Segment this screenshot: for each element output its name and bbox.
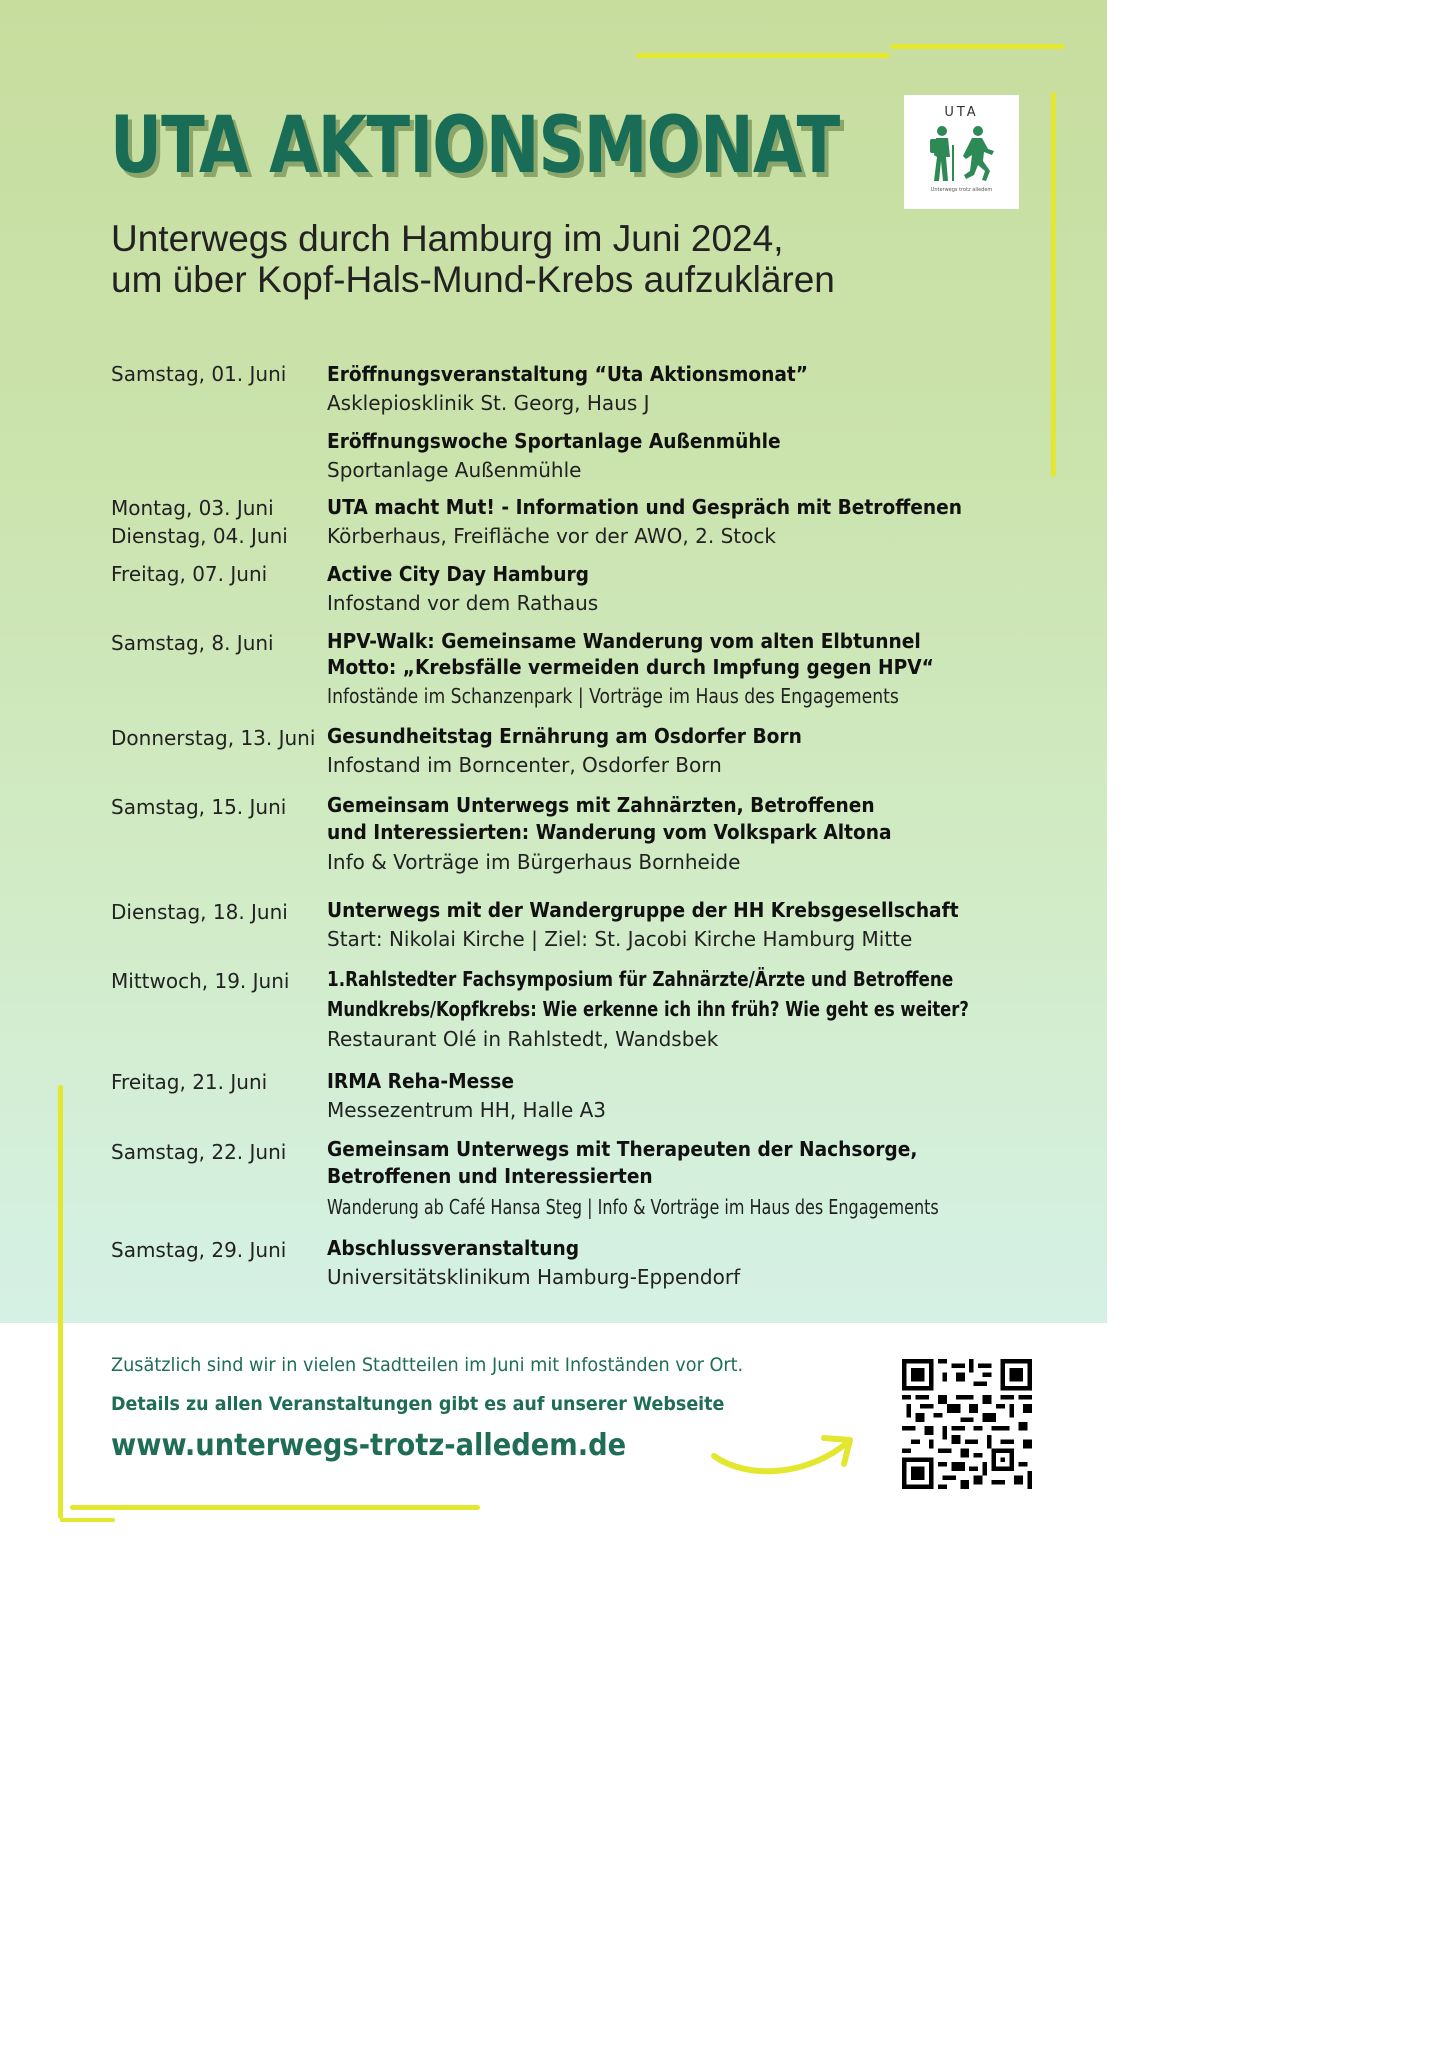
event-title: Abschlussveranstaltung [327,1236,580,1260]
event-location: Infostand vor dem Rathaus [327,591,599,615]
event-date: Freitag, 07. Juni [111,562,268,586]
event-location: Start: Nikolai Kirche | Ziel: St. Jacobi Kirche Hamburg Mitte [327,927,913,951]
event-date: Samstag, 15. Juni [111,795,287,819]
decor-line-top [636,53,890,58]
hikers-icon [926,125,998,183]
subtitle [111,218,835,300]
uta-logo [904,95,1019,209]
footer-details-text: Details zu allen Veranstaltungen gibt es auf unserer Webseite [111,1393,725,1415]
event-date: Dienstag, 04. Juni [111,524,288,548]
decor-line-bottom-short [60,1518,115,1522]
event-title: Eröffnungswoche Sportanlage Außenmühle [327,429,781,453]
event-location: Info & Vorträge im Bürgerhaus Bornheide [327,850,741,874]
decor-line-left [58,1085,63,1519]
event-title: HPV-Walk: Gemeinsame Wanderung vom alten Elbtunnel [327,629,921,653]
logo-text: UTA [944,105,979,120]
event-title: Eröffnungsveranstaltung “Uta Aktionsmonat” [327,362,809,386]
event-title: Gemeinsam Unterwegs mit Therapeuten der Nachsorge, [327,1137,918,1161]
event-location: Infostände im Schanzenpark | Vorträge im Haus des Engagements [327,684,899,708]
event-title: UTA macht Mut! - Information und Gespräch mit Betroffenen [327,495,963,519]
event-location: Messezentrum HH, Halle A3 [327,1098,607,1122]
subtitle-line-2: um über Kopf-Hals-Mund-Krebs aufzuklären [111,259,835,300]
event-title: Gemeinsam Unterwegs mit Zahnärzten, Betroffenen [327,793,875,817]
qr-code-icon[interactable] [902,1359,1032,1489]
event-location: Asklepiosklinik St. Georg, Haus J [327,391,650,415]
event-location: Sportanlage Außenmühle [327,458,582,482]
event-title-line-2: Mundkrebs/Kopfkrebs: Wie erkenne ich ihn früh? Wie geht es weiter? [327,997,969,1021]
event-date: Dienstag, 18. Juni [111,900,288,924]
subtitle-line-1: Unterwegs durch Hamburg im Juni 2024, [111,218,784,259]
event-title: IRMA Reha-Messe [327,1069,514,1093]
event-title: Unterwegs mit der Wandergruppe der HH Krebsgesellschaft [327,898,959,922]
event-location: Infostand im Borncenter, Osdorfer Born [327,753,722,777]
event-title: Active City Day Hamburg [327,562,589,586]
decor-line-right [1051,92,1056,477]
event-location: Restaurant Olé in Rahlstedt, Wandsbek [327,1027,719,1051]
event-date: Samstag, 8. Juni [111,631,274,655]
logo-tagline: Unterwegs trotz alledem [930,187,993,193]
event-location: Universitätsklinikum Hamburg-Eppendorf [327,1265,741,1289]
event-title-line-2: und Interessierten: Wanderung vom Volkspark Altona [327,820,892,844]
event-date: Samstag, 01. Juni [111,362,287,386]
event-title: Gesundheitstag Ernährung am Osdorfer Born [327,724,802,748]
website-link[interactable]: www.unterwegs-trotz-alledem.de [111,1428,627,1463]
event-location: Wanderung ab Café Hansa Steg | Info & Vorträge im Haus des Engagements [327,1195,939,1219]
event-date: Montag, 03. Juni [111,496,274,520]
footer-info-text: Zusätzlich sind wir in vielen Stadtteilen im Juni mit Infoständen vor Ort. [111,1354,744,1376]
decor-line-top-right [890,44,1065,49]
event-title-line-2: Betroffenen und Interessierten [327,1164,653,1188]
arrow-icon [708,1428,858,1483]
event-date: Samstag, 22. Juni [111,1140,287,1164]
decor-line-bottom [70,1505,480,1510]
event-date: Mittwoch, 19. Juni [111,969,290,993]
event-date: Donnerstag, 13. Juni [111,726,316,750]
event-title: 1.Rahlstedter Fachsymposium für Zahnärzte/Ärzte und Betroffene [327,967,954,991]
page-title: UTA AKTIONSMONAT [110,101,840,191]
event-date: Freitag, 21. Juni [111,1070,268,1094]
event-title-line-2: Motto: „Krebsfälle vermeiden durch Impfung gegen HPV“ [327,655,934,679]
event-location: Körberhaus, Freifläche vor der AWO, 2. Stock [327,524,776,548]
event-date: Samstag, 29. Juni [111,1238,287,1262]
